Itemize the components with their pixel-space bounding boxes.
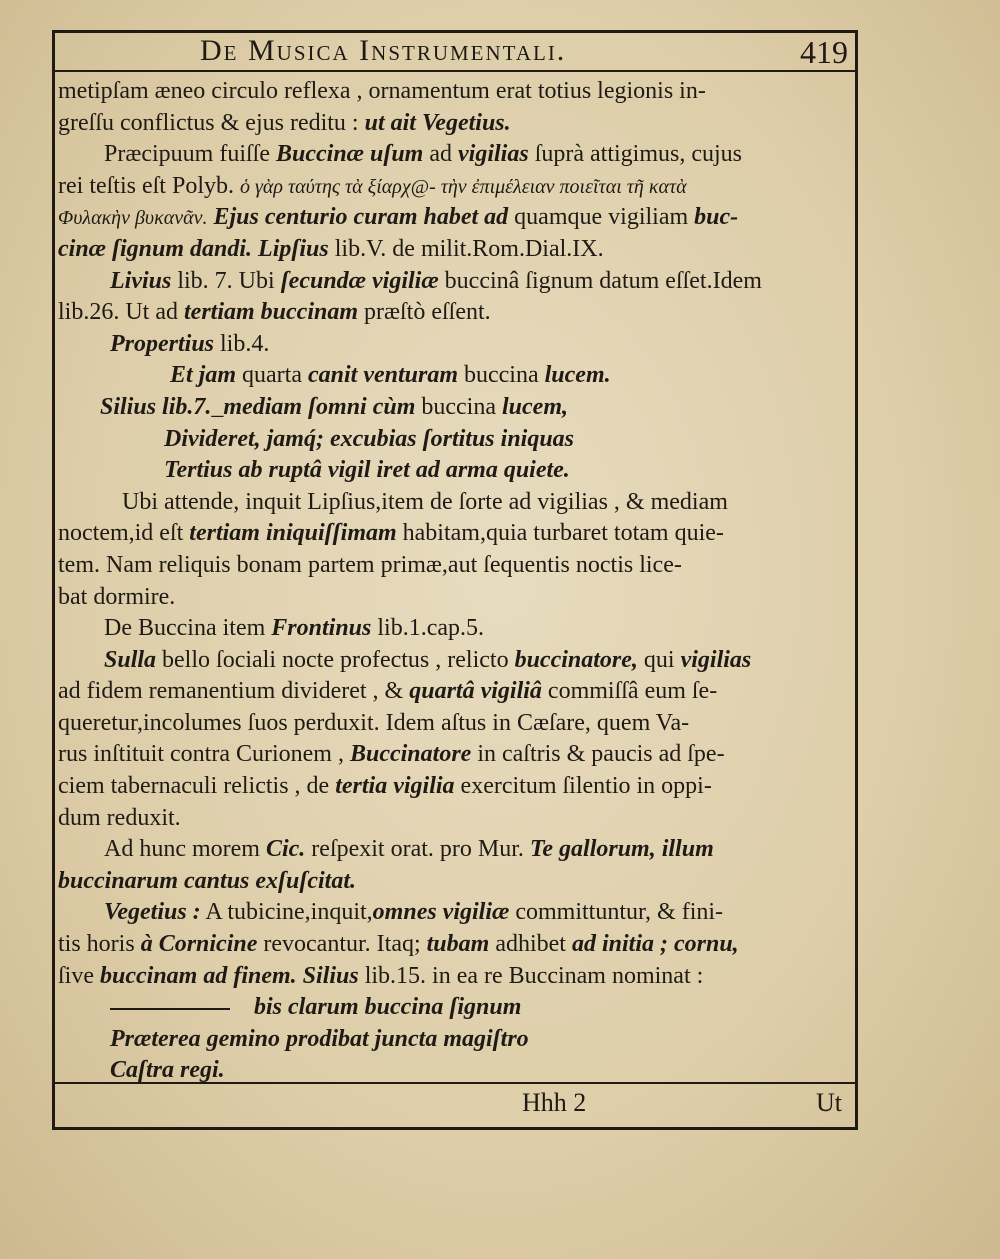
italic-text: vigilias: [458, 141, 529, 168]
text-line: [58, 139, 848, 171]
italic-text: ut ait Vegetius.: [364, 109, 511, 136]
roman-text: lib.26. Ut ad: [58, 299, 184, 326]
roman-text: De Buccina item: [104, 615, 272, 642]
text-line: [58, 929, 848, 961]
italic-text: canit venturam: [307, 362, 458, 389]
text-line: [58, 392, 848, 424]
roman-text: Ubi attende, inquit Lipſius,item de ſorte ad vigilias , & mediam: [122, 488, 728, 515]
greek-text: ὁ γὰρ ταύτης τὰ ξίαρχ@- τὴν ἐπιμέλειαν ποιεῖται τῆ κατὰ: [239, 175, 687, 198]
roman-text: adhibet: [489, 931, 572, 958]
roman-text: tis horis: [58, 931, 141, 958]
text-line: [58, 487, 848, 519]
italic-text: tertiam iniquiſſimam: [189, 520, 397, 547]
roman-text: lib.4.: [214, 330, 270, 357]
text-line: [58, 897, 848, 929]
text-line: [58, 803, 848, 835]
text-line: [58, 266, 848, 298]
roman-text: metipſam æneo circulo reflexa , ornamentum erat totius legionis in-: [58, 78, 706, 104]
text-line: [58, 518, 848, 550]
roman-text: Præcipuum fuiſſe: [104, 141, 276, 168]
italic-text: cinæ ſignum dandi.: [58, 235, 253, 262]
italic-text: ſecundæ vigiliæ: [280, 267, 439, 294]
catchword: Ut: [816, 1088, 842, 1117]
roman-text: ad fidem remanentium divideret , &: [58, 678, 410, 705]
italic-text: tertiam buccinam: [184, 299, 358, 326]
running-title: De Musica Instrumentali.: [200, 34, 567, 67]
page-frame: [52, 30, 858, 1130]
roman-text: lib. 7. Ubi: [171, 267, 281, 294]
italic-text: mediam ſomni cùm: [223, 393, 416, 420]
italic-text: buccinarum cantus exſuſcitat.: [58, 867, 357, 894]
ellipsis-dash: [110, 1008, 230, 1010]
italic-text: Vegetius :: [104, 899, 201, 926]
roman-text: præſtò eſſent.: [358, 299, 491, 326]
italic-text: Propertius: [110, 330, 215, 357]
italic-text: Caſtra regi.: [110, 1057, 225, 1084]
text-line: [58, 676, 848, 708]
body-text: [58, 76, 848, 1087]
right-margin-rule: [855, 30, 858, 1130]
roman-text: committuntur, & fini-: [509, 899, 724, 926]
left-margin-rule: [52, 30, 55, 1130]
roman-text: ciem tabernaculi relictis , de: [58, 773, 336, 800]
italic-text: Ejus centurio curam habet ad: [213, 204, 509, 231]
text-line: [58, 297, 848, 329]
italic-text: Tertius ab ruptâ vigil iret ad arma quiete.: [164, 457, 570, 484]
roman-text: buccina: [415, 393, 502, 420]
italic-text: buc-: [694, 204, 739, 231]
text-line: [58, 424, 848, 456]
roman-text: _: [211, 393, 224, 420]
italic-text: omnes vigiliæ: [372, 899, 510, 926]
italic-text: Te gallorum, illum: [529, 836, 714, 863]
text-line: [58, 961, 848, 993]
text-line: [58, 1055, 848, 1087]
roman-text: noctem,id eſt: [58, 520, 190, 547]
roman-text: quamque vigiliam: [508, 204, 695, 231]
header-underline-rule: [52, 70, 858, 72]
italic-text: Buccinatore: [349, 741, 472, 768]
roman-text: quarta: [236, 362, 308, 389]
italic-text: buccinatore,: [514, 646, 638, 673]
text-line: [58, 360, 848, 392]
italic-text: Buccinæ uſum: [275, 141, 424, 168]
roman-text: lib.15. in ea re Buccinam nominat :: [358, 962, 704, 989]
roman-text: dum reduxit.: [58, 804, 181, 831]
text-line: [58, 992, 848, 1024]
italic-text: Præterea gemino prodibat juncta magiſtro: [110, 1025, 529, 1052]
roman-text: A tubicine,inquit,: [200, 899, 373, 926]
italic-text: lucem.: [544, 362, 611, 389]
italic-text: tubam: [426, 931, 490, 958]
text-line: [58, 739, 848, 771]
roman-text: qui: [637, 646, 681, 673]
bottom-rule: [52, 1127, 858, 1130]
text-line: [58, 329, 848, 361]
roman-text: reſpexit orat. pro Mur.: [305, 836, 530, 863]
roman-text: revocantur. Itaq;: [257, 931, 427, 958]
italic-text: Frontinus: [271, 615, 372, 642]
text-line: [58, 582, 848, 614]
text-line: [58, 708, 848, 740]
text-line: [58, 234, 848, 266]
page-footer: [52, 1086, 858, 1126]
running-head: [52, 32, 858, 70]
roman-text: in caſtris & paucis ad ſpe-: [471, 741, 725, 768]
text-line: [58, 771, 848, 803]
italic-text: vigilias: [680, 646, 752, 673]
text-line: [58, 1024, 848, 1056]
text-line: [58, 455, 848, 487]
roman-text: buccina: [458, 362, 545, 389]
text-line: [58, 645, 848, 677]
italic-text: lucem,: [502, 393, 568, 420]
italic-text: Cic.: [265, 836, 306, 863]
roman-text: queretur,incolumes ſuos perduxit. Idem aſtus in Cæſare, quem Va-: [58, 709, 690, 736]
italic-text: à Cornicine: [140, 931, 258, 958]
text-line: [58, 550, 848, 582]
text-line: [58, 834, 848, 866]
roman-text: rus inſtituit contra Curionem ,: [58, 741, 350, 768]
roman-text: tem. Nam reliquis bonam partem primæ,aut ſequentis noctis lice-: [58, 551, 682, 578]
italic-text: Silius lib.7.: [100, 393, 212, 420]
roman-text: lib.1.cap.5.: [371, 615, 484, 642]
roman-text: exercitum ſilentio in oppi-: [454, 773, 712, 800]
roman-text: greſſu conflictus & ejus reditu :: [58, 109, 365, 136]
italic-text: tertia vigilia: [335, 773, 455, 800]
italic-text: Silius: [302, 962, 359, 989]
text-line: [58, 76, 848, 108]
text-line: [58, 866, 848, 898]
roman-text: habitam,quia turbaret totam quie-: [396, 520, 724, 547]
roman-text: rei teſtis eſt Polyb.: [58, 172, 240, 199]
text-line: [58, 108, 848, 140]
roman-text: Ad hunc morem: [104, 836, 266, 863]
italic-text: Lipſius: [258, 235, 329, 262]
roman-text: ad: [423, 141, 459, 168]
italic-text: quartâ vigiliâ: [409, 678, 542, 705]
roman-text: buccinâ ſignum datum eſſet.Idem: [438, 267, 762, 294]
page-number: 419: [800, 34, 848, 70]
roman-text: commiſſâ eum ſe-: [541, 678, 718, 705]
signature-mark: Hhh 2: [522, 1088, 587, 1117]
italic-text: ad initia ; cornu,: [571, 931, 739, 958]
text-line: [58, 171, 848, 203]
italic-text: Livius: [110, 267, 172, 294]
italic-text: Divideret, jamq́; excubias ſortitus iniquas: [164, 425, 575, 452]
roman-text: lib.V. de milit.Rom.Dial.IX.: [328, 235, 604, 262]
roman-text: ſive: [58, 962, 100, 989]
italic-text: Sulla: [104, 646, 157, 673]
greek-text: Φυλακὴν βυκανᾶν.: [58, 207, 208, 230]
roman-text: bello ſociali nocte profectus , relicto: [156, 646, 515, 673]
roman-text: ſuprà attigimus, cujus: [528, 141, 742, 168]
text-line: [58, 202, 848, 234]
italic-text: Et jam: [170, 362, 237, 389]
roman-text: bat dormire.: [58, 583, 176, 610]
text-line: [58, 613, 848, 645]
italic-text: buccinam ad finem.: [100, 962, 297, 989]
italic-text: bis clarum buccina ſignum: [254, 994, 522, 1021]
